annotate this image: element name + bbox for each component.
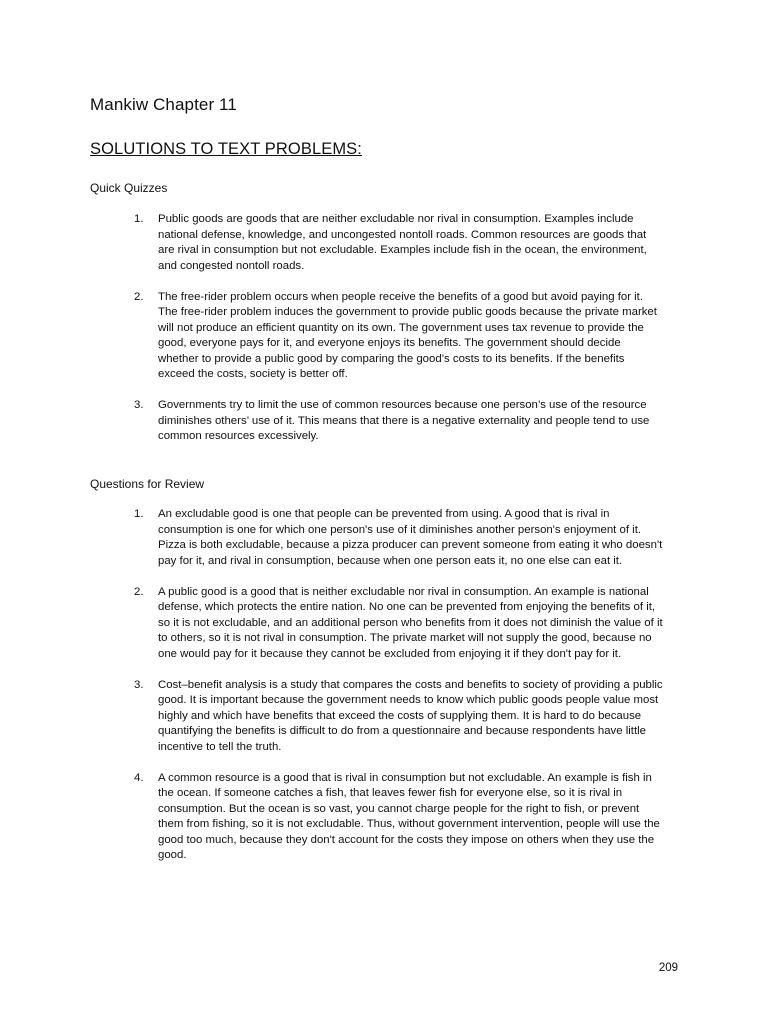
- review-item-number: 2.: [134, 585, 144, 598]
- chapter-title: Mankiw Chapter 11: [90, 95, 237, 114]
- quick-quiz-item-number: 1.: [134, 213, 144, 225]
- quick-quiz-item-2: [134, 290, 664, 383]
- questions-for-review-heading: Questions for Review: [90, 477, 205, 491]
- review-item-2: [134, 585, 664, 663]
- quick-quiz-item-3: [134, 398, 664, 445]
- review-item-4: [134, 771, 664, 864]
- review-item-number: 4.: [134, 771, 144, 784]
- questions-for-review-list: [134, 507, 664, 879]
- quick-quiz-item-text: Public goods are goods that are neither excludable nor rival in consumption. Examples include national defense, knowledge, and uncongested nontoll roads. Common resources are goods that are rival in consumption but not excludable. Examples include fish in the ocean, the environment, and congested nontoll roads.: [158, 213, 647, 272]
- review-item-text: A common resource is a good that is rival in consumption but not excludable. An example is fish in the ocean. If someone catches a fish, that leaves fewer fish for everyone else, so it is rival in consumption. But the ocean is so vast, you cannot charge people for the right to fish, or prevent them from fishing, so it is not excludable. Thus, without government intervention, people will use the good too much, because they don't account for the costs they impose on others when they use the good.: [158, 771, 660, 861]
- review-item-text: An excludable good is one that people can be prevented from using. A good that is rival in consumption is one for which one person's use of it diminishes another person's enjoyment of it. Pizza is both excludable, because a pizza producer can prevent someone from eating it who doesn't pay for it, and rival in consumption, because when one person eats it, no one else can eat it.: [158, 508, 663, 567]
- quick-quizzes-heading: Quick Quizzes: [90, 181, 168, 195]
- quick-quizzes-list: [134, 212, 664, 460]
- review-item-number: 1.: [134, 508, 144, 520]
- quick-quiz-item-text: Governments try to limit the use of common resources because one person’s use of the resource diminishes others’ use of it. This means that there is a negative externality and people tend to use common resources excessively.: [158, 399, 650, 442]
- quick-quiz-item-1: [134, 212, 664, 274]
- review-item-1: [134, 507, 664, 569]
- main-heading: SOLUTIONS TO TEXT PROBLEMS:: [90, 140, 362, 158]
- page-number: 209: [658, 962, 678, 974]
- review-item-text: A public good is a good that is neither excludable nor rival in consumption. An example is national defense, which protects the entire nation. No one can be prevented from enjoying the benefits of it, so it is not excludable, and an additional person who benefits from it does not diminish the value of it to others, so it is not rival in consumption. The private market will not supply the good, because no one would pay for it because they cannot be excluded from enjoying it if they don't pay for it.: [158, 585, 663, 660]
- review-item-number: 3.: [134, 678, 144, 691]
- review-item-text: Cost–benefit analysis is a study that compares the costs and benefits to society of providing a public good. It is important because the government needs to know which public goods people value most highly and which have benefits that exceed the costs of supplying them. It is hard to do because quantifying the benefits is difficult to do from a questionnaire and because respondents have little incentive to tell the truth.: [158, 678, 663, 753]
- quick-quiz-item-text: The free-rider problem occurs when people receive the benefits of a good but avoid paying for it. The free-rider problem induces the government to provide public goods because the private market will not produce an efficient quantity on its own. The government uses tax revenue to provide the good, everyone pays for it, and everyone enjoys its benefits. The government should decide whether to provide a public good by comparing the good’s costs to its benefits. If the benefits exceed the costs, society is better off.: [158, 290, 657, 380]
- quick-quiz-item-number: 2.: [134, 290, 144, 303]
- quick-quiz-item-number: 3.: [134, 399, 144, 411]
- review-item-3: [134, 678, 664, 756]
